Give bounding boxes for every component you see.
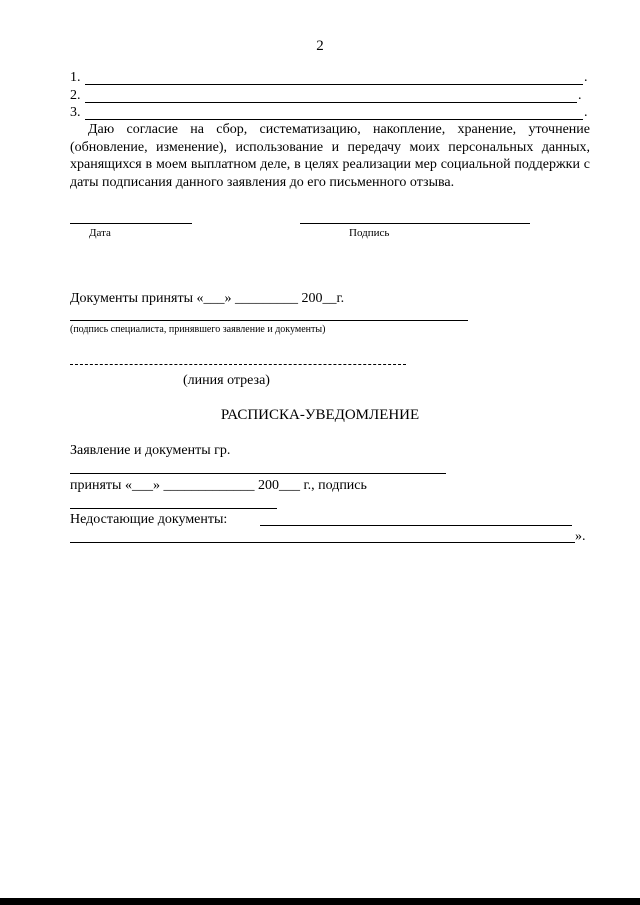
cut-line-label: (линия отреза) (183, 373, 270, 388)
date-line (70, 223, 192, 224)
applicant-name-line (70, 473, 446, 474)
accepted-line-text: приняты «___» _____________ 200___ г., подпись (70, 478, 367, 493)
receipt-signature-line (70, 508, 277, 509)
missing-docs-line-2 (70, 542, 575, 543)
list-number-3: 3. (70, 105, 81, 120)
missing-docs-label: Недостающие документы: (70, 512, 228, 527)
blank-line-2 (85, 102, 577, 103)
page-number: 2 (316, 38, 324, 54)
receipt-title: РАСПИСКА-УВЕДОМЛЕНИЕ (220, 407, 420, 423)
cut-line (70, 364, 406, 365)
missing-docs-line-1 (260, 525, 572, 526)
blank-line-1 (85, 84, 583, 85)
scan-edge-bar (0, 898, 640, 905)
list-number-1: 1. (70, 70, 81, 85)
blank-line-3 (85, 119, 583, 120)
signature-label: Подпись (349, 227, 390, 239)
specialist-signature-line (70, 320, 468, 321)
consent-paragraph (70, 121, 590, 191)
date-label: Дата (89, 227, 111, 239)
list-number-2: 2. (70, 88, 81, 103)
list-end-1: . (584, 70, 588, 85)
list-end-2: . (578, 88, 582, 103)
signature-line (300, 223, 530, 224)
docs-accepted-text: Документы приняты «___» _________ 200__г. (70, 291, 345, 306)
specialist-caption: (подпись специалиста, принявшего заявление и документы) (70, 324, 326, 335)
consent-text: Даю согласие на сбор, систематизацию, накопление, хранение, уточнение (обновление, изменение), использование и передачу моих персональных данных, хранящихся в моем выплатном деле, в целях реализации мер социальной поддержки с даты подписания данного заявления до его письменного отзыва. (70, 122, 590, 190)
list-end-3: . (584, 105, 588, 120)
application-line-text: Заявление и документы гр. (70, 443, 231, 458)
closing-quote: ». (575, 529, 586, 544)
